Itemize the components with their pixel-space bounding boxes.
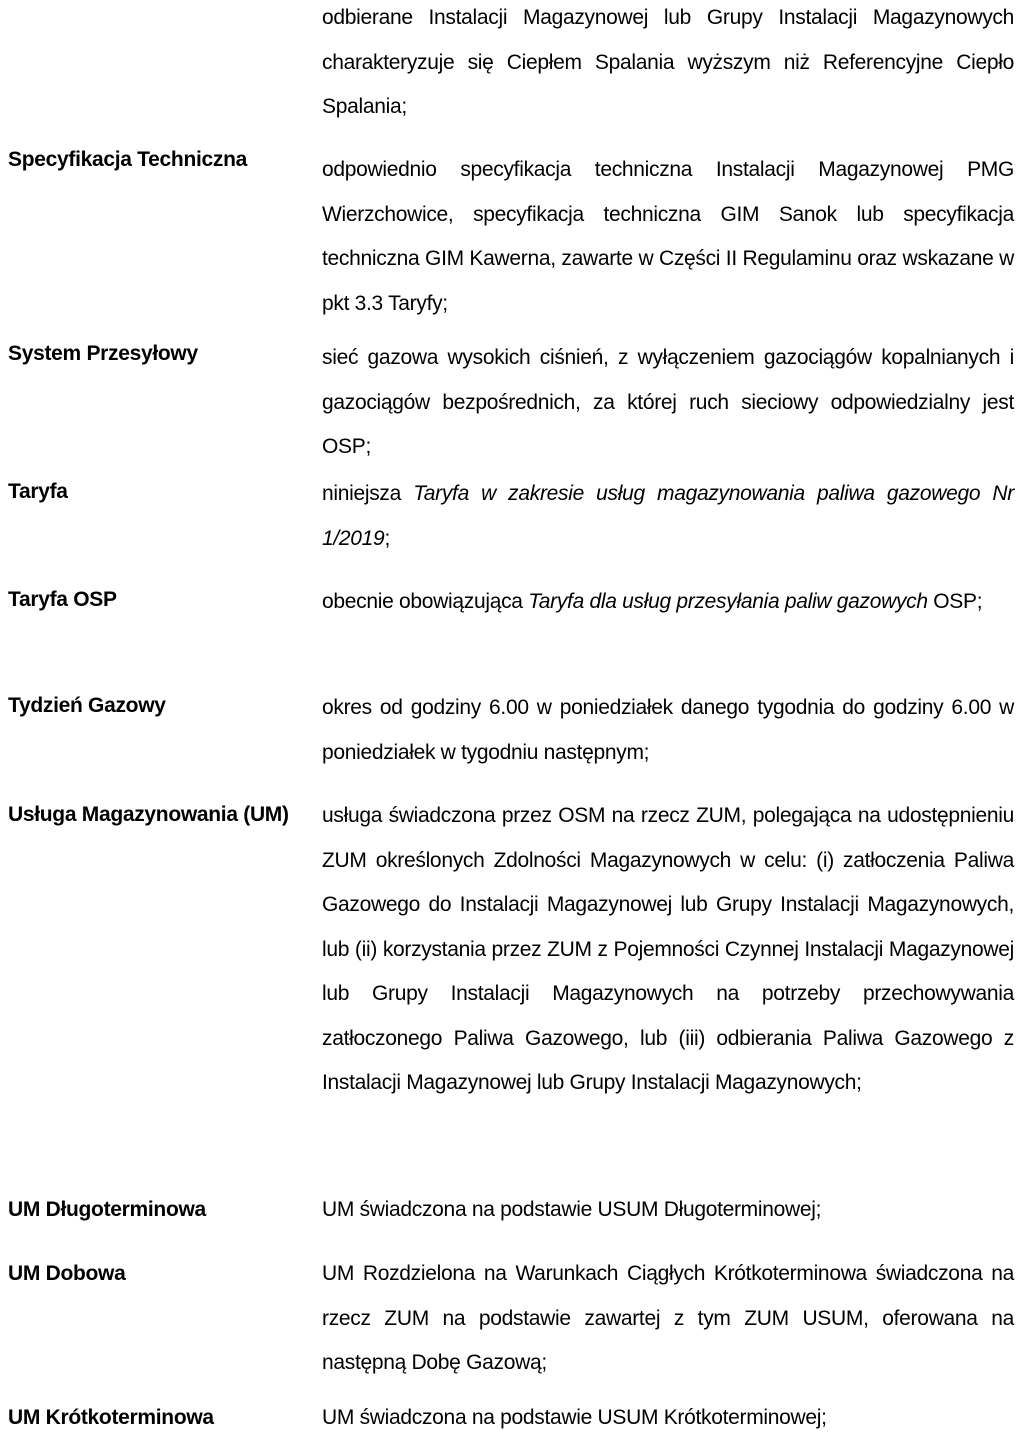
term-label: UM Długoterminowa: [8, 1198, 206, 1221]
term-label: Tydzień Gazowy: [8, 694, 166, 717]
term-label: Usługa Magazynowania (UM): [8, 803, 289, 826]
definition-text: niniejsza Taryfa w zakresie usług magazynowania paliwa gazowego Nr 1/2019;: [322, 482, 1014, 550]
definition-text: UM świadczona na podstawie USUM Długoterminowej;: [322, 1198, 822, 1221]
definition-text: sieć gazowa wysokich ciśnień, z wyłączeniem gazociągów kopalnianych i gazociągów bezpośrednich, za której ruch sieciowy odpowiedzialny jest OSP;: [322, 346, 1014, 458]
definition-text: UM Rozdzielona na Warunkach Ciągłych Krótkoterminowa świadczona na rzecz ZUM na podstawie zawartej z tym ZUM USUM, oferowana na następną Dobę Gazową;: [322, 1262, 1014, 1374]
definition-text: odpowiednio specyfikacja techniczna Instalacji Magazynowej PMG Wierzchowice, specyfikacja techniczna GIM Sanok lub specyfikacja techniczna GIM Kawerna, zawarte w Części II Regulaminu oraz wskazane w pkt 3.3 Taryfy;: [322, 158, 1014, 315]
term-label: System Przesyłowy: [8, 342, 198, 365]
term-label: UM Dobowa: [8, 1262, 126, 1285]
term-label: Specyfikacja Techniczna: [8, 148, 247, 171]
definition-text: UM świadczona na podstawie USUM Krótkoterminowej;: [322, 1406, 827, 1429]
definition-text: usługa świadczona przez OSM na rzecz ZUM, polegająca na udostępnieniu ZUM określonych Zdolności Magazynowych w celu: (i) zatłoczenia Paliwa Gazowego do Instalacji Magazynowej lub Grupy Instalacji Magazynowych, lub (ii) korzystania przez ZUM z Pojemności Czynnej Instalacji Magazynowej lub Grupy Instalacji Magazynowych na potrzeby przechowywania zatłoczonego Paliwa Gazowego, lub (iii) odbierania Paliwa Gazowego z Instalacji Magazynowej lub Grupy Instalacji Magazynowych;: [322, 804, 1014, 1094]
term-label: UM Krótkoterminowa: [8, 1406, 214, 1429]
definition-text: obecnie obowiązująca Taryfa dla usług przesyłania paliw gazowych OSP;: [322, 590, 983, 613]
definition-text: odbierane Instalacji Magazynowej lub Grupy Instalacji Magazynowych charakteryzuje się Ciepłem Spalania wyższym niż Referencyjne Ciepło Spalania;: [322, 6, 1014, 118]
definition-text: okres od godziny 6.00 w poniedziałek danego tygodnia do godziny 6.00 w poniedziałek w tygodniu następnym;: [322, 696, 1014, 764]
term-label: Taryfa OSP: [8, 588, 117, 611]
term-label: Taryfa: [8, 480, 68, 503]
